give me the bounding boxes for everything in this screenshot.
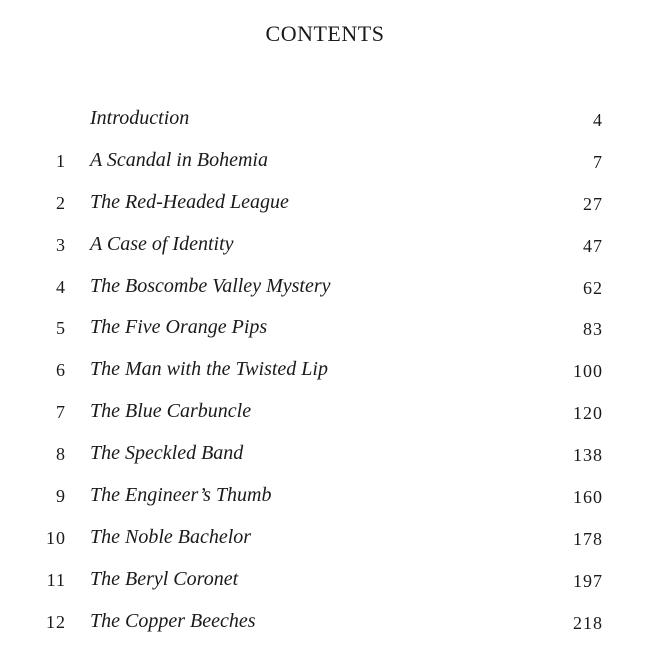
chapter-title[interactable]: The Man with the Twisted Lip	[90, 358, 328, 381]
toc-entry-6[interactable]	[0, 354, 650, 396]
chapter-title[interactable]: The Five Orange Pips	[90, 316, 268, 339]
chapter-title[interactable]: The Blue Carbuncle	[90, 400, 252, 423]
chapter-title[interactable]: The Speckled Band	[90, 442, 244, 465]
chapter-number: 8	[56, 444, 66, 465]
chapter-number: 7	[56, 402, 66, 423]
toc-entry-4[interactable]	[0, 271, 650, 313]
page-number: 47	[583, 235, 603, 256]
chapter-number: 11	[46, 569, 66, 590]
chapter-number: 1	[56, 150, 66, 171]
page-number: 100	[573, 361, 603, 382]
chapter-title[interactable]: The Copper Beeches	[90, 609, 256, 632]
toc-entry-3[interactable]	[0, 229, 650, 271]
toc-entry-1[interactable]	[0, 145, 650, 187]
chapter-number: 12	[46, 611, 66, 632]
toc-entry-12[interactable]	[0, 606, 650, 648]
page-number: 4	[593, 110, 603, 130]
page-number: 83	[583, 319, 603, 340]
toc-entry-8[interactable]	[0, 438, 650, 480]
page-title: CONTENTS	[265, 21, 385, 46]
chapter-number: 10	[46, 527, 66, 548]
page-number: 197	[573, 570, 603, 591]
chapter-title[interactable]: A Scandal in Bohemia	[90, 148, 268, 171]
page-number: 160	[573, 487, 603, 508]
page-number: 62	[583, 277, 603, 298]
chapter-number: 5	[56, 318, 66, 339]
chapter-number: 4	[56, 276, 66, 297]
toc-entry-10[interactable]	[0, 522, 650, 564]
page-number: 138	[573, 445, 603, 466]
chapter-title[interactable]: A Case of Identity	[90, 232, 234, 255]
toc-entry-9[interactable]	[0, 480, 650, 522]
toc-entry-11[interactable]	[0, 564, 650, 606]
chapter-title[interactable]: The Noble Bachelor	[90, 525, 252, 548]
table-of-contents	[0, 103, 650, 648]
toc-entry-7[interactable]	[0, 396, 650, 438]
chapter-title[interactable]: Introduction	[90, 107, 190, 129]
page-number: 218	[573, 612, 603, 633]
page-number: 27	[583, 193, 603, 214]
chapter-number: 9	[56, 486, 66, 507]
chapter-number: 6	[56, 360, 66, 381]
chapter-title[interactable]: The Red-Headed League	[90, 190, 289, 213]
chapter-number: 3	[56, 234, 66, 255]
page-number: 178	[573, 528, 603, 549]
chapter-number: 2	[56, 192, 66, 213]
toc-entry-5[interactable]	[0, 312, 650, 354]
chapter-title[interactable]: The Beryl Coronet	[90, 567, 239, 590]
chapter-title[interactable]: The Boscombe Valley Mystery	[90, 274, 331, 297]
toc-entry-introduction[interactable]	[0, 103, 650, 145]
chapter-title[interactable]: The Engineer’s Thumb	[90, 484, 272, 507]
page-number: 120	[573, 403, 603, 424]
toc-entry-2[interactable]	[0, 187, 650, 229]
page-number: 7	[593, 151, 603, 172]
